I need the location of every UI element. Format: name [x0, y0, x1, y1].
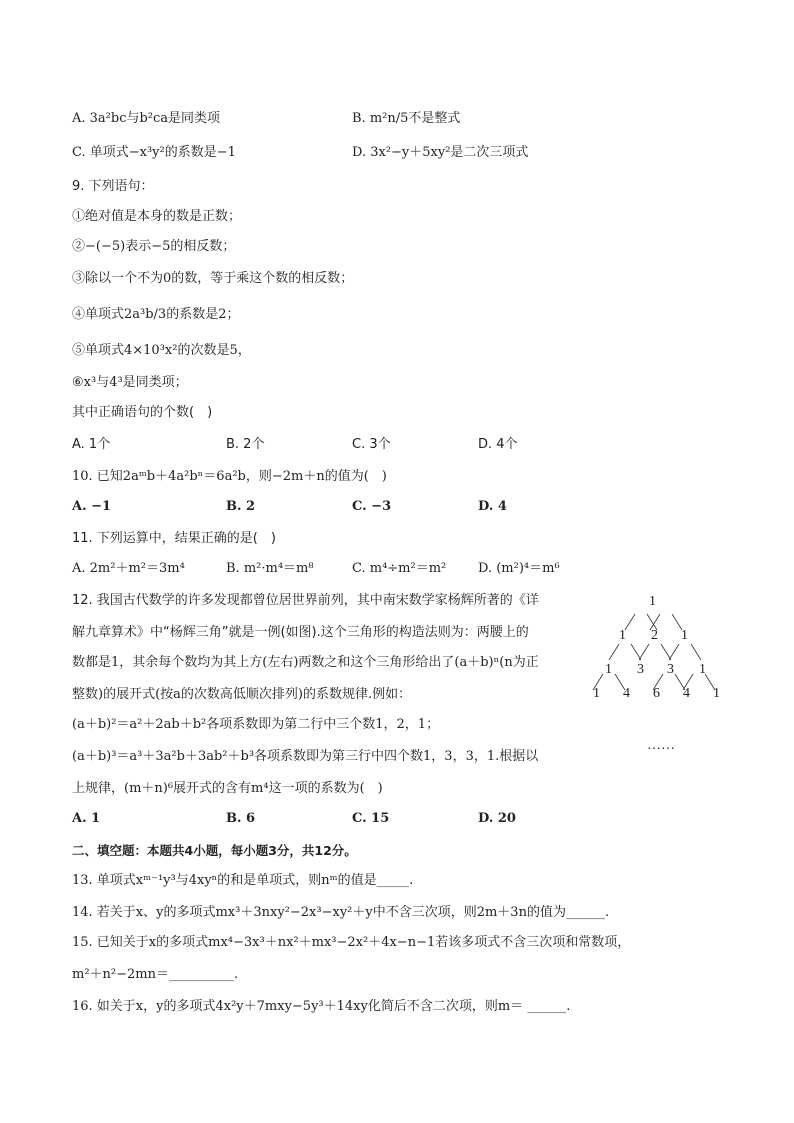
q8-option-a: A. 3a²bc与b²ca是同类项	[72, 111, 221, 126]
q8-option-b: B. m²n/5不是整式	[352, 111, 461, 126]
triangle-row3-3: 3	[667, 662, 674, 677]
q8-option-c: C. 单项式−x³y²的系数是−1	[72, 145, 236, 160]
q12-line-4: 整数)的展开式(按a的次数高低顺次排列)的系数规律.例如：	[72, 687, 412, 702]
q8-option-d: D. 3x²−y＋5xy²是二次三项式	[352, 145, 529, 160]
triangle-row4-5: 1	[713, 686, 720, 701]
triangle-row3-1: 1	[605, 662, 612, 677]
q9-option-d: D. 4个	[478, 437, 518, 452]
q13-stem: 13. 单项式xᵐ⁻¹y³与4xyⁿ的和是单项式，则nᵐ的值是_____.	[72, 873, 414, 888]
q11-option-d: D. (m²)⁴＝m⁶	[478, 561, 560, 576]
triangle-row4-2: 4	[623, 686, 630, 701]
q12-option-b: B. 6	[226, 811, 256, 826]
q12-option-c: C. 15	[352, 811, 390, 826]
triangle-row2-2: 2	[651, 628, 658, 643]
q9-option-b: B. 2个	[226, 437, 265, 452]
q9-item-4: ④单项式2a³b/3的系数是2；	[72, 307, 240, 322]
triangle-row4-1: 1	[593, 686, 600, 701]
q12-line-2: 解九章算术》中“杨辉三角”就是一例(如图).这个三角形的构造法则为：两腰上的	[72, 625, 529, 640]
q10-option-a: A. −1	[72, 499, 112, 514]
q12-line-6: (a＋b)³＝a³＋3a²b＋3ab²＋b³各项系数即为第三行中四个数1，3，3，1.根据以	[72, 749, 539, 764]
q14-stem: 14. 若关于x、y的多项式mx³＋3nxy²−2x³−xy²＋y中不含三次项，则2m＋3n的值为______.	[72, 905, 610, 920]
section-header: 二、填空题：本题共4小题，每小题3分，共12分。	[72, 843, 357, 858]
q11-option-b: B. m²·m⁴＝m⁸	[226, 561, 314, 576]
triangle-ellipsis: ……	[647, 738, 675, 753]
q9-item-2: ②−(−5)表示−5的相反数；	[72, 239, 236, 254]
q11-option-c: C. m⁴÷m²＝m²	[352, 561, 447, 576]
triangle-row3-4: 1	[699, 662, 706, 677]
q11-option-a: A. 2m²＋m²＝3m⁴	[72, 561, 185, 576]
q12-line-5: (a＋b)²＝a²＋2ab＋b²各项系数即为第二行中三个数1，2，1；	[72, 717, 440, 732]
yanghui-triangle	[585, 588, 735, 758]
q15-stem-line1: 15. 已知关于x的多项式mx⁴−3x³＋nx²＋mx³−2x²＋4x−n−1若该多项式不含三次项和常数项，	[72, 935, 631, 950]
triangle-row4-3: 6	[653, 686, 660, 701]
q10-option-d: D. 4	[478, 499, 507, 514]
q9-question: 其中正确语句的个数( )	[72, 405, 213, 420]
triangle-row4-4: 4	[683, 686, 690, 701]
q12-line-7: 上规律，(m＋n)⁶展开式的含有m⁴这一项的系数为( )	[72, 781, 383, 796]
q15-stem-line2: m²＋n²−2mn＝__________.	[72, 967, 239, 982]
q9-item-6: ⑥x³与4³是同类项；	[72, 375, 188, 390]
triangle-row3-2: 3	[637, 662, 644, 677]
triangle-row1-1: 1	[649, 594, 656, 609]
q12-option-d: D. 20	[478, 811, 516, 826]
q9-item-5: ⑤单项式4×10³x²的次数是5，	[72, 343, 251, 358]
q10-option-c: C. −3	[352, 499, 392, 514]
q12-option-a: A. 1	[72, 811, 101, 826]
triangle-row2-1: 1	[619, 628, 626, 643]
q10-stem: 10. 已知2aᵐb＋4a²bⁿ＝6a²b，则−2m＋n的值为( )	[72, 469, 387, 484]
q9-item-1: ①绝对值是本身的数是正数；	[72, 209, 242, 224]
q12-line-3: 数都是1，其余每个数均为其上方(左右)两数之和这个三角形给出了(a＋b)ⁿ(n为正	[72, 655, 539, 670]
q10-option-b: B. 2	[226, 499, 256, 514]
q12-line-1: 12. 我国古代数学的许多发现都曾位居世界前列，其中南宋数学家杨辉所著的《详	[72, 593, 539, 608]
q9-stem: 9. 下列语句：	[72, 179, 154, 194]
q16-stem: 16. 如关于x，y的多项式4x²y＋7mxy−5y³＋14xy化简后不含二次项，则m＝ ______.	[72, 999, 571, 1014]
q9-item-3: ③除以一个不为0的数，等于乘这个数的相反数；	[72, 271, 354, 286]
q9-option-c: C. 3个	[352, 437, 391, 452]
q9-option-a: A. 1个	[72, 437, 111, 452]
triangle-row2-3: 1	[681, 628, 688, 643]
q11-stem: 11. 下列运算中，结果正确的是( )	[72, 531, 276, 546]
